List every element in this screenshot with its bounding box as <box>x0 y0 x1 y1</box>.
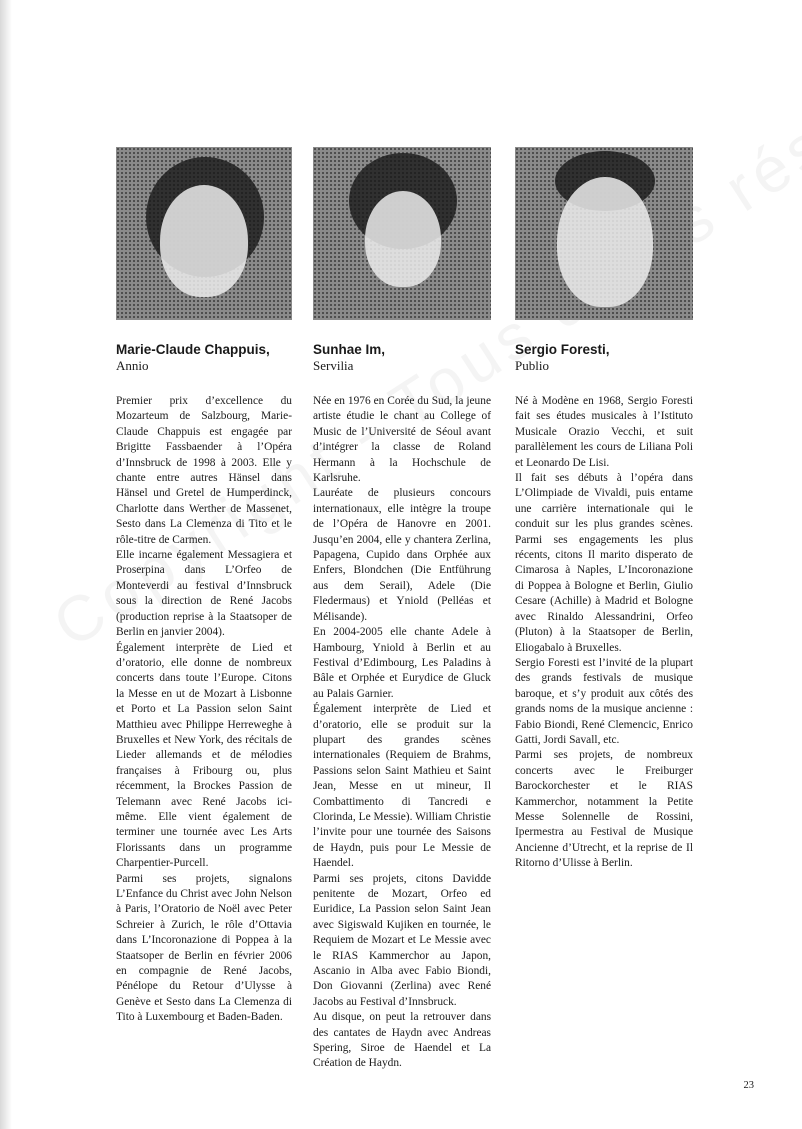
bio-paragraph: Parmi ses projets, citons Davidde penitente de Mozart, Orfeo ed Euridice, La Passion selon Saint Jean avec Sigiswald Kujiken en tournée, le Requiem de Mozart et Le Messie avec le RIAS Kammerchor au Japon, Ascanio in Alba avec Fabio Biondi, Don Giovanni (Zerlina) avec René Jacobs au Festival d’Innsbruck. <box>313 872 491 1008</box>
bio-paragraph: Il fait ses débuts à l’opéra dans L’Olimpiade de Vivaldi, puis entame une carrière internationale qui le conduit sur les plus grandes scènes. Parmi ses engagements les plus récents, citons Il marito disperato de Cimarosa à Naples, L’Incoronazione di Poppea à Bologne et Berlin, Giulio Cesare (Achille) à Madrid et Bologne avec Rinaldo Alessandrini, Orfeo (Pluton) à la Staatsoper de Berlin, Eliogabalo à Bruxelles. <box>515 472 693 654</box>
bio-paragraph: Né à Modène en 1968, Sergio Foresti fait ses études musicales à l’Istituto Musicale Orazio Vecchi, et suit parallèlement les cours de Liliana Poli et Leonardo De Lisi. <box>515 395 693 469</box>
bio-paragraph: Sergio Foresti est l’invité de la plupart des grands festivals de musique baroque, et s’y produit aux côtés des grands noms de la musique ancienne : Fabio Biondi, René Clemencic, Enrico Gatti, Jordi Savall, etc. <box>515 656 693 746</box>
bio-paragraph: Née en 1976 en Corée du Sud, la jeune artiste étudie le chant au College of Music de l’Université de Séoul avant d’intégrer la classe de Roland Hermann à la Hochschule de Karlsruhe. <box>313 395 491 485</box>
bio-paragraph: Également interprète de Lied et d’oratorio, elle se produit sur la plupart des grandes scènes internationales (Requiem de Brahms, Passions selon Saint Mathieu et Saint Jean, Messe en ut mineur, Il Combattimento di Tancredi e Clorinda, Le Messie). William Christie l’invite pour une tournée des Saisons de Haydn, puis pour Le Messie de Haendel. <box>313 703 491 870</box>
artist-photo <box>116 147 292 320</box>
artist-name: Sergio Foresti, <box>515 342 610 357</box>
artist-bio <box>116 394 292 1026</box>
bio-paragraph: En 2004-2005 elle chante Adele à Hambourg, Yniold à Berlin et au Festival d’Edimbourg, Les Paladins à Bâle et Orphée et Eurydice de Gluck au Palais Garnier. <box>313 626 491 700</box>
artist-column-1 <box>116 147 292 1026</box>
artist-column-3 <box>515 147 693 872</box>
artist-role: Servilia <box>313 358 354 373</box>
page-number: 23 <box>743 1080 754 1091</box>
page-edge <box>0 0 12 1129</box>
artist-name: Marie-Claude Chappuis, <box>116 342 270 357</box>
artist-photo <box>313 147 491 320</box>
artist-name: Sunhae Im, <box>313 342 386 357</box>
artist-role: Publio <box>515 358 549 373</box>
artist-bio <box>515 394 693 872</box>
artist-photo <box>515 147 693 320</box>
bio-paragraph: Parmi ses projets, de nombreux concerts avec le Freiburger Barockorchester et le RIAS Kammerchor, notamment la Petite Messe Solennelle de Rossini, Ipermestra au Festival de Musique Ancienne d’Utrecht, et la reprise de Il Ritorno d’Ulisse à Berlin. <box>515 749 693 870</box>
bio-paragraph: Au disque, on peut la retrouver dans des cantates de Haydn avec Andreas Spering, Siroe de Haendel et La Création de Haydn. <box>313 1011 491 1070</box>
bio-paragraph: Elle incarne également Messagiera et Proserpina dans L’Orfeo de Monteverdi au festival d’Innsbruck sous la direction de René Jacobs (production reprise à la Staatsoper de Berlin en janvier 2004). <box>116 549 292 639</box>
bio-paragraph: Premier prix d’excellence du Mozarteum de Salzbourg, Marie-Claude Chappuis est engagée par Brigitte Fassbaender à l’Opéra d’Innsbruck de 1998 à 2003. Elle y chante entre autres Hänsel dans Hänsel und Gretel de Humperdinck, Charlotte dans Werther de Massenet, Sesto dans La Clemenza di Tito et le rôle-titre de Carmen. <box>116 395 292 546</box>
bio-paragraph: Parmi ses projets, signalons L’Enfance du Christ avec John Nelson à Paris, l’Oratorio de Noël avec Peter Schreier à Zurich, le rôle d’Ottavia dans L’Incoronazione di Poppea à la Staatsoper de Berlin en février 2006 en compagnie de René Jacobs, Pénélope du Retour d’Ulysse à Genève et Sesto dans La Clemenza di Tito à Luxembourg et Baden-Baden. <box>116 872 292 1024</box>
artist-column-2 <box>313 147 491 1072</box>
bio-paragraph: Lauréate de plusieurs concours internationaux, elle intègre la troupe de l’Opéra de Hanovre en 2001. Jusqu’en 2004, elle y chantera Zerlina, Papagena, Cupido dans Orphée aux Enfers, Blondchen (Die Entführung aus dem Serail), Adele (Die Fledermaus) et Yniold (Pelléas et Mélisande). <box>313 487 491 623</box>
artist-bio <box>313 394 491 1072</box>
artist-role: Annio <box>116 358 149 373</box>
bio-paragraph: Également interprète de Lied et d’oratorio, elle donne de nombreux concerts dans toute l’Europe. Citons la Messe en ut de Mozart à Lisbonne et Porto et La Passion selon Saint Matthieu avec Philippe Herreweghe à Bruxelles et New York, des récitals de Lieder allemands et de mélodies françaises à Fribourg ou, plus récemment, la Brockes Passion de Telemann avec René Jacobs ici-même. Elle vient également de terminer une tournée avec Les Arts Florissants dans un programme Charpentier-Purcell. <box>116 641 292 870</box>
